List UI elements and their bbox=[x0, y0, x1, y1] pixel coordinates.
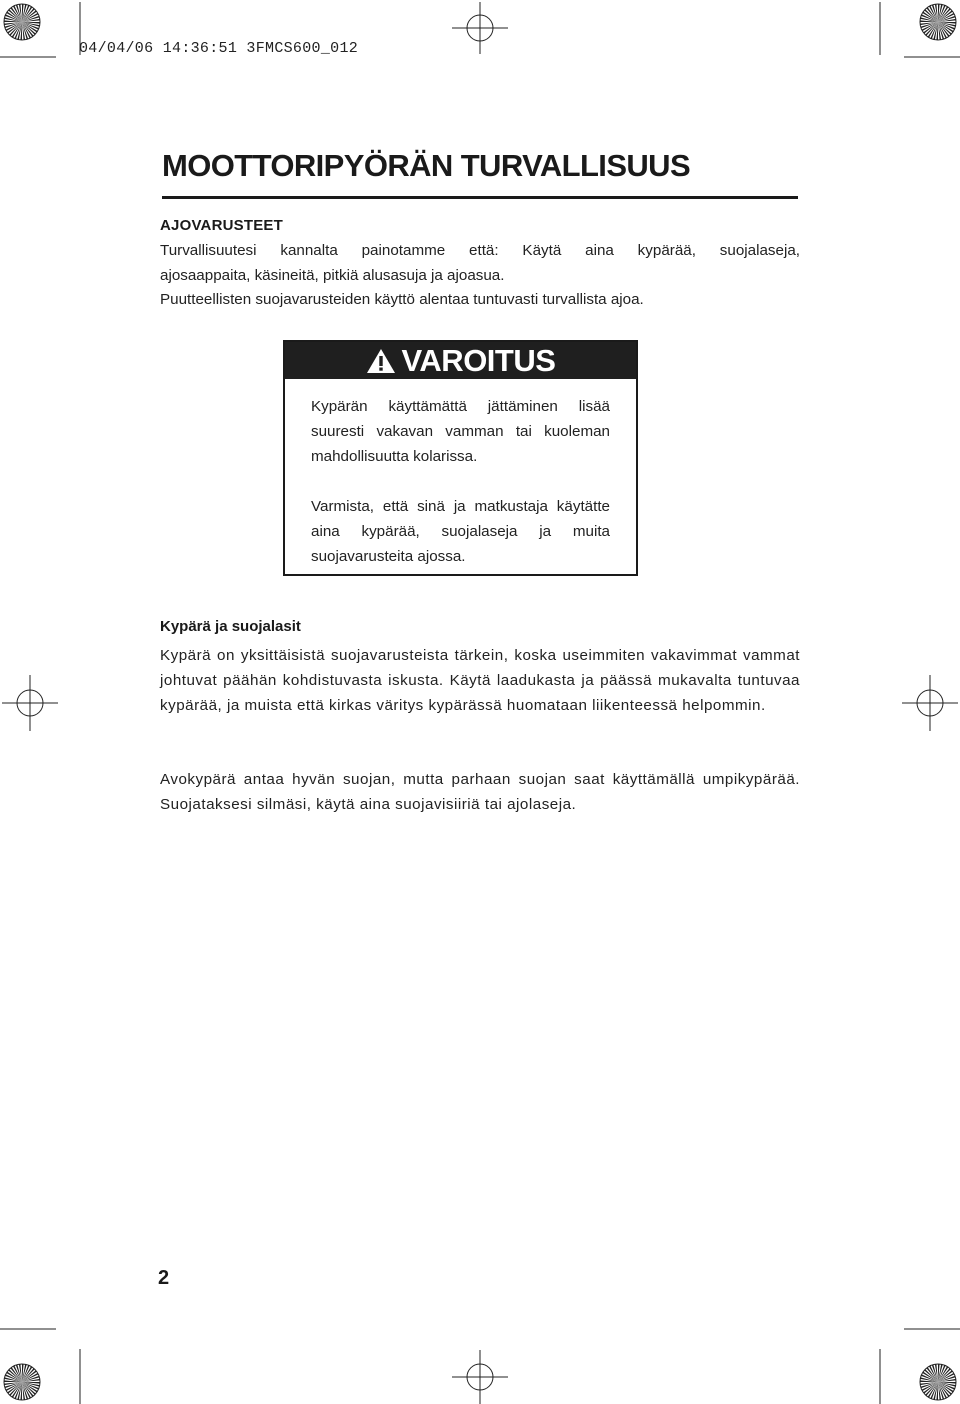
intro-paragraph bbox=[160, 239, 800, 313]
intro-line: Puutteellisten suojavarusteiden käyttö alentaa tuntuvasti turvallista ajoa. bbox=[160, 291, 644, 309]
warning-title: VAROITUS bbox=[401, 342, 556, 378]
print-timestamp: 04/04/06 14:36:51 3FMCS600_012 bbox=[79, 40, 359, 57]
warning-header bbox=[285, 342, 636, 382]
page-title: MOOTTORIPYÖRÄN TURVALLISUUS bbox=[162, 148, 691, 183]
intro-line: ajosaappaita, käsineitä, pitkiä alusasuja ja ajoasua. bbox=[160, 266, 505, 284]
registration-starburst-top-left bbox=[4, 4, 40, 40]
page-number: 2 bbox=[158, 1267, 170, 1289]
helmet-paragraph: Kypärä on yksittäisistä suojavarusteista tärkein, koska useimmiten vakavimmat vammat johtuvat päähän kohdistuvasta iskusta. Käytä laadukasta ja päässä mukavalta tuntuvaa kypärää, ja muista että kirkas väritys kypärässä huomataan liikenteessä helpommin. bbox=[160, 647, 800, 714]
registration-crosshair-right bbox=[902, 675, 958, 731]
title-rule bbox=[162, 196, 798, 199]
warning-triangle-icon bbox=[366, 347, 396, 375]
registration-crosshair-bottom bbox=[452, 1350, 508, 1404]
open-helmet-paragraph: Avokypärä antaa hyvän suojan, mutta parhaan suojan saat käyttämällä umpikypärää. Suojataksesi silmäsi, käytä aina suojavisiiriä tai ajolaseja. bbox=[160, 771, 800, 813]
registration-crosshair-left bbox=[2, 675, 58, 731]
warning-body bbox=[285, 382, 636, 569]
section-heading: AJOVARUSTEET bbox=[160, 217, 283, 234]
intro-line: Turvallisuutesi kannalta painotamme että: Käytä aina kypärää, suojalaseja, bbox=[160, 242, 800, 259]
registration-starburst-top-right bbox=[920, 4, 956, 40]
warning-box bbox=[283, 340, 638, 576]
registration-crosshair-top bbox=[452, 2, 508, 54]
registration-starburst-bottom-right bbox=[920, 1364, 956, 1400]
registration-starburst-bottom-left bbox=[4, 1364, 40, 1400]
warning-paragraph: Varmista, että sinä ja matkustaja käytätte aina kypärää, suojalaseja ja muita suojavarusteita ajossa. bbox=[311, 498, 610, 565]
warning-paragraph: Kypärän käyttämättä jättäminen lisää suuresti vakavan vamman tai kuoleman mahdollisuutta kolarissa. bbox=[311, 398, 610, 465]
sub-heading: Kypärä ja suojalasit bbox=[160, 618, 301, 635]
